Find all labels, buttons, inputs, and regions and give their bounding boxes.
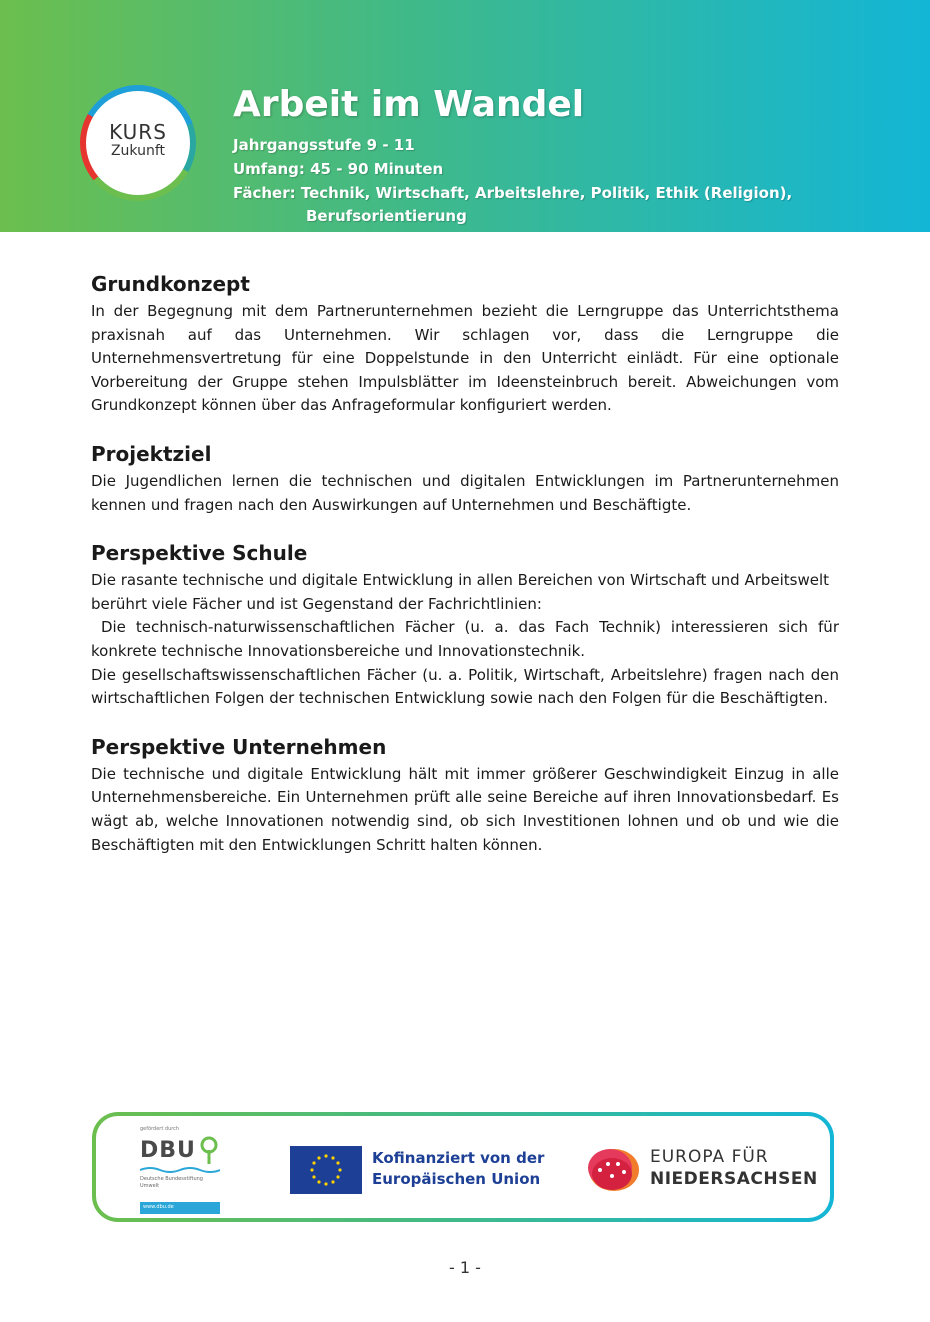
dbu-logo bbox=[140, 1124, 220, 1214]
section-text: In der Begegnung mit dem Partnerunternehmen bezieht die Lerngruppe das Unterrichtsthema praxisnah auf das Unternehmen. Wir schlagen vor, dass die Lerngruppe die Unternehmensvertretung für eine Doppelstunde in den Unterricht einlädt. Für eine optionale Vorbereitung der Gruppe stehen Impulsblätter im Ideensteinbruch bereit. Abweichungen vom Grundkonzept können über das Anfrageformular konfiguriert werden. bbox=[91, 302, 839, 415]
page-title: Arbeit im Wandel bbox=[233, 84, 585, 125]
duration-line: Umfang: 45 - 90 Minuten bbox=[233, 160, 444, 178]
section-perspektive-schule bbox=[91, 541, 844, 711]
eu-line-2: Europäischen Union bbox=[372, 1170, 541, 1188]
dbu-leaf-icon bbox=[200, 1136, 218, 1166]
header-banner bbox=[0, 0, 930, 232]
logo-text-top: KURS bbox=[109, 120, 167, 144]
europa-niedersachsen-text bbox=[650, 1146, 818, 1190]
section-heading: Grundkonzept bbox=[91, 272, 250, 296]
section-grundkonzept bbox=[91, 272, 839, 418]
dbu-subtitle: Deutsche Bundesstiftung Umwelt bbox=[140, 1176, 203, 1189]
section-heading: Projektziel bbox=[91, 441, 212, 466]
section-text: Die Jugendlichen lernen die technischen und digitalen Entwicklungen im Partnerunternehmen kennen und fragen nach den Auswirkungen auf Unternehmen und Beschäftigte. bbox=[91, 471, 839, 514]
subjects-line-continued: Berufsorientierung bbox=[306, 207, 467, 225]
dbu-funded-by: gefördert durch bbox=[140, 1126, 180, 1132]
section-projektziel bbox=[91, 442, 839, 517]
dbu-url: www.dbu.de bbox=[143, 1204, 174, 1210]
section-heading: Perspektive Unternehmen bbox=[91, 734, 387, 759]
grade-line: Jahrgangsstufe 9 - 11 bbox=[233, 136, 415, 154]
kurs-zukunft-logo bbox=[80, 85, 196, 201]
page-number: - 1 - bbox=[449, 1258, 481, 1277]
eu-line-1: Kofinanziert von der bbox=[372, 1149, 545, 1167]
logo-text-bottom: Zukunft bbox=[110, 143, 166, 159]
dbu-wave-icon bbox=[140, 1166, 220, 1174]
eu-cofunded-text bbox=[372, 1148, 544, 1190]
nds-line-2: NIEDERSACHSEN bbox=[650, 1169, 818, 1189]
section-text-2: Die technisch-naturwissenschaftlichen Fächer (u. a. das Fach Technik) interessieren sich für konkrete technische Innovationsbereiche und Innovationstechnik. bbox=[91, 618, 844, 660]
main-content bbox=[91, 272, 844, 881]
section-heading: Perspektive Schule bbox=[91, 541, 308, 566]
nds-line-1: EUROPA FÜR bbox=[650, 1147, 769, 1167]
eu-flag-icon bbox=[290, 1146, 362, 1194]
section-text-3: Die gesellschaftswissenschaftlichen Fächer (u. a. Politik, Wirtschaft, Arbeitslehre) fragen nach den wirtschaftlichen Folgen der technischen Entwicklung sowie nach den Folgen für die Beschäftigten. bbox=[91, 665, 839, 708]
dbu-name: DBU bbox=[140, 1138, 196, 1163]
logo-inner bbox=[89, 94, 187, 192]
subjects-line: Fächer: Technik, Wirtschaft, Arbeitslehre, Politik, Ethik (Religion), bbox=[233, 184, 793, 202]
section-perspektive-unternehmen bbox=[91, 735, 839, 857]
funding-logos-box bbox=[92, 1112, 834, 1222]
section-text: Die rasante technische und digitale Entwicklung in allen Bereichen von Wirtschaft und Arbeitswelt berührt viele Fächer und ist Gegenstand der Fachrichtlinien: bbox=[91, 571, 830, 613]
section-text: Die technische und digitale Entwicklung hält mit immer größerer Geschwindigkeit Einzug in alle Unternehmensbereiche. Ein Unternehmen prüft alle seine Bereiche auf ihren Innovationsbedarf. Es wägt ab, welche Innovationen notwendig sind, ob sich Investitionen lohnen und ob und wie die Beschäftigten mit den Entwicklungen Schritt halten können. bbox=[91, 764, 839, 854]
europa-niedersachsen-logo-icon bbox=[586, 1146, 640, 1194]
